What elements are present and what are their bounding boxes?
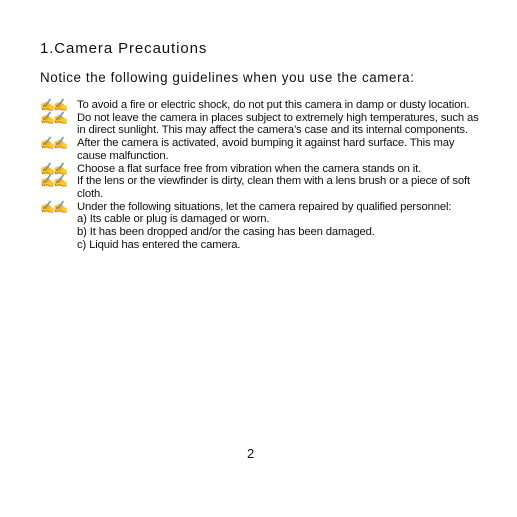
guideline-block <box>77 201 485 252</box>
guideline-text: Choose a flat surface free from vibration when the camera stands on it. <box>77 162 422 175</box>
guideline-item <box>40 112 485 137</box>
guideline-item <box>40 163 485 176</box>
page-number: 2 <box>247 446 255 461</box>
guideline-item <box>40 137 485 162</box>
guideline-text: Do not leave the camera in places subject to extremely high temperatures, such as in direct sunlight. This may affect the camera’s case and its internal components. <box>77 111 479 137</box>
handwriting-check-icon: ✍✍ <box>40 174 66 189</box>
handwriting-check-icon: ✍✍ <box>40 136 66 151</box>
guidelines-list <box>40 99 485 251</box>
repair-condition-item: b) It has been dropped and/or the casing has been damaged. <box>77 226 375 239</box>
guideline-text: If the lens or the viewfinder is dirty, clean them with a lens brush or a piece of soft cloth. <box>77 175 470 200</box>
guideline-text: Under the following situations, let the camera repaired by qualified personnel: <box>77 200 452 213</box>
repair-condition-item: c) Liquid has entered the camera. <box>77 238 241 251</box>
handwriting-check-icon: ✍✍ <box>40 199 66 214</box>
repair-condition-item: a) Its cable or plug is damaged or worn. <box>77 213 270 226</box>
guideline-text: After the camera is activated, avoid bumping it against hard surface. This may cause malfunction. <box>77 137 455 162</box>
handwriting-check-icon: ✍✍ <box>40 110 66 125</box>
handwriting-check-icon: ✍✍ <box>40 98 66 112</box>
guideline-item <box>40 99 485 112</box>
guideline-item <box>40 175 485 200</box>
section-intro: Notice the following guidelines when you use the camera: <box>40 70 415 85</box>
handwriting-check-icon: ✍✍ <box>40 161 66 176</box>
guideline-text: To avoid a fire or electric shock, do not put this camera in damp or dusty location. <box>77 99 470 111</box>
guideline-item <box>40 201 485 252</box>
section-title: 1.Camera Precautions <box>40 40 208 57</box>
